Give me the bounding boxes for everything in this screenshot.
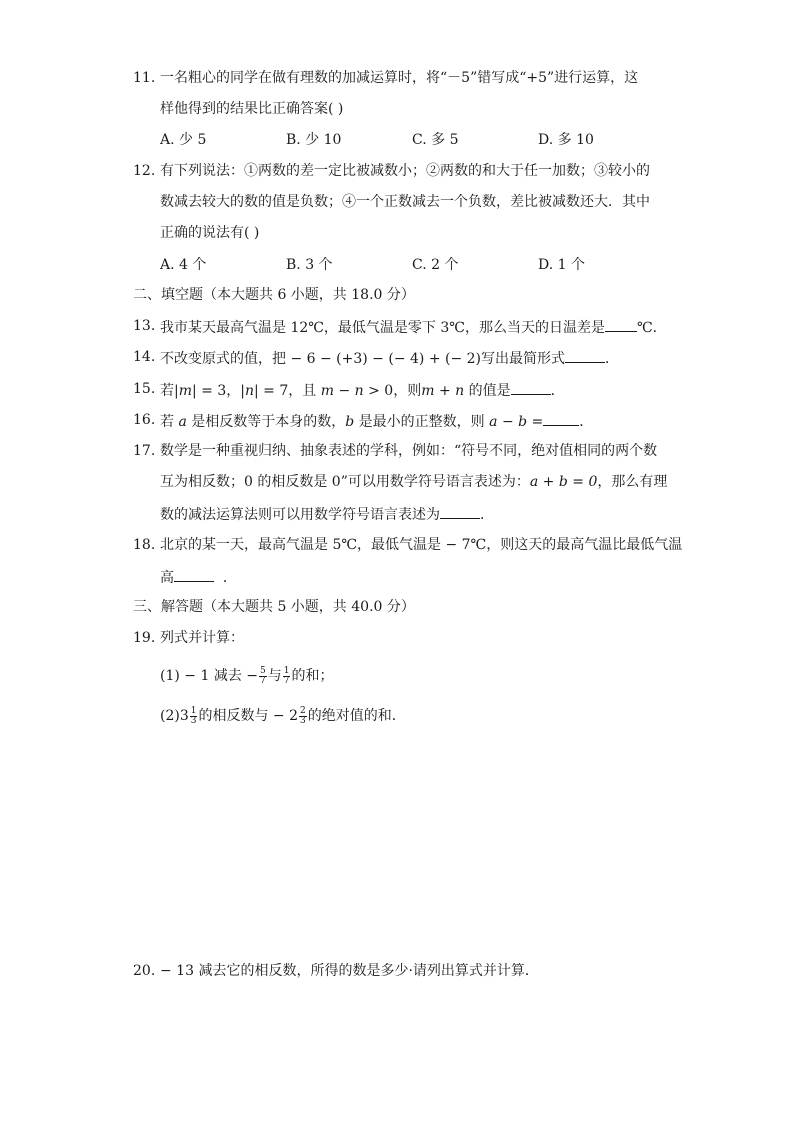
question-text: 数的减法运算法则可以用数学符号语言表述为 ． bbox=[160, 504, 494, 524]
question-text: 我市某天最高气温是 12℃，最低气温是零下 3℃，那么当天的日温差是 ℃. bbox=[160, 317, 657, 337]
question-number: 20. bbox=[133, 963, 156, 979]
option-c: C. 2 个 bbox=[412, 257, 459, 273]
question-number: 14. bbox=[133, 349, 156, 365]
answer-blank[interactable] bbox=[605, 317, 637, 332]
question-text: 列式并计算： bbox=[160, 630, 244, 646]
question-text: 数减去较大的数的值是负数；④一个正数减去一个负数，差比被减数还大．其中 bbox=[160, 194, 650, 210]
fraction: $\frac{1}{7}$ bbox=[283, 665, 290, 686]
question-text: 样他得到的结果比正确答案( ) bbox=[160, 101, 344, 117]
question-text: 数学是一种重视归纳、抽象表述的学科，例如：“符号不同，绝对值相同的两个数 bbox=[160, 443, 658, 459]
question-text: 若 a 是相反数等于本身的数，b 是最小的正整数，则 a − b = ． bbox=[160, 411, 593, 431]
option-a: A. 少 5 bbox=[160, 132, 207, 148]
question-number: 11. bbox=[133, 70, 156, 86]
answer-blank[interactable] bbox=[440, 504, 480, 519]
question-text: 若|m| = 3，|n| = 7，且 m − n > 0，则m + n 的值是 ． bbox=[160, 380, 565, 400]
question-number: 13. bbox=[133, 318, 156, 334]
option-d: D. 多 10 bbox=[538, 132, 594, 148]
question-number: 12. bbox=[133, 163, 156, 179]
question-text: 互为相反数；0 的相反数是 0”可以用数学符号语言表述为：a + b = 0，那么有理 bbox=[160, 474, 668, 490]
question-text: 高 ． bbox=[160, 567, 237, 587]
fraction: $\frac{1}{3}$ bbox=[190, 705, 197, 726]
question-number: 19. bbox=[133, 630, 156, 646]
question-text: 有下列说法：①两数的差一定比被减数小；②两数的和大于任一加数；③较小的 bbox=[160, 163, 650, 179]
sub-question-2: (2)3 $\frac{1}{3}$ 的相反数与 − 2 $\frac{2}{3}$ 的绝对值的和． bbox=[160, 705, 406, 726]
section-heading: 二、填空题（本大题共 6 小题，共 18.0 分） bbox=[133, 287, 415, 303]
option-a: A. 4 个 bbox=[160, 257, 207, 273]
fraction: $\frac{5}{7}$ bbox=[260, 665, 266, 686]
option-b: B. 3 个 bbox=[286, 257, 333, 273]
answer-blank[interactable] bbox=[565, 348, 605, 363]
answer-blank[interactable] bbox=[543, 411, 579, 426]
option-c: C. 多 5 bbox=[412, 132, 459, 148]
question-text: 北京的某一天，最高气温是 5℃，最低气温是 − 7℃，则这天的最高气温比最低气温 bbox=[160, 537, 683, 553]
option-d: D. 1 个 bbox=[538, 257, 585, 273]
fraction: $\frac{2}{3}$ bbox=[300, 705, 306, 726]
sub-question-1: (1) − 1 减去 − $\frac{5}{7}$ 与 $\frac{1}{7}$ 的和； bbox=[160, 665, 334, 686]
answer-blank[interactable] bbox=[511, 380, 551, 395]
question-number: 15. bbox=[133, 381, 156, 397]
question-text: 一名粗心的同学在做有理数的加减运算时，将“－5”错写成“+5”进行运算，这 bbox=[160, 70, 639, 86]
question-number: 16. bbox=[133, 412, 156, 428]
question-text: 不改变原式的值，把 − 6 − (+3) − (− 4) + (− 2)写出最简形式 ． bbox=[160, 348, 619, 368]
question-text: − 13 减去它的相反数，所得的数是多少·请列出算式并计算． bbox=[160, 963, 539, 979]
question-number: 18. bbox=[133, 537, 156, 553]
option-b: B. 少 10 bbox=[286, 132, 342, 148]
question-number: 17. bbox=[133, 443, 156, 459]
answer-blank[interactable] bbox=[174, 567, 214, 582]
question-text: 正确的说法有( ) bbox=[160, 225, 260, 241]
section-heading: 三、解答题（本大题共 5 小题，共 40.0 分） bbox=[133, 599, 415, 615]
